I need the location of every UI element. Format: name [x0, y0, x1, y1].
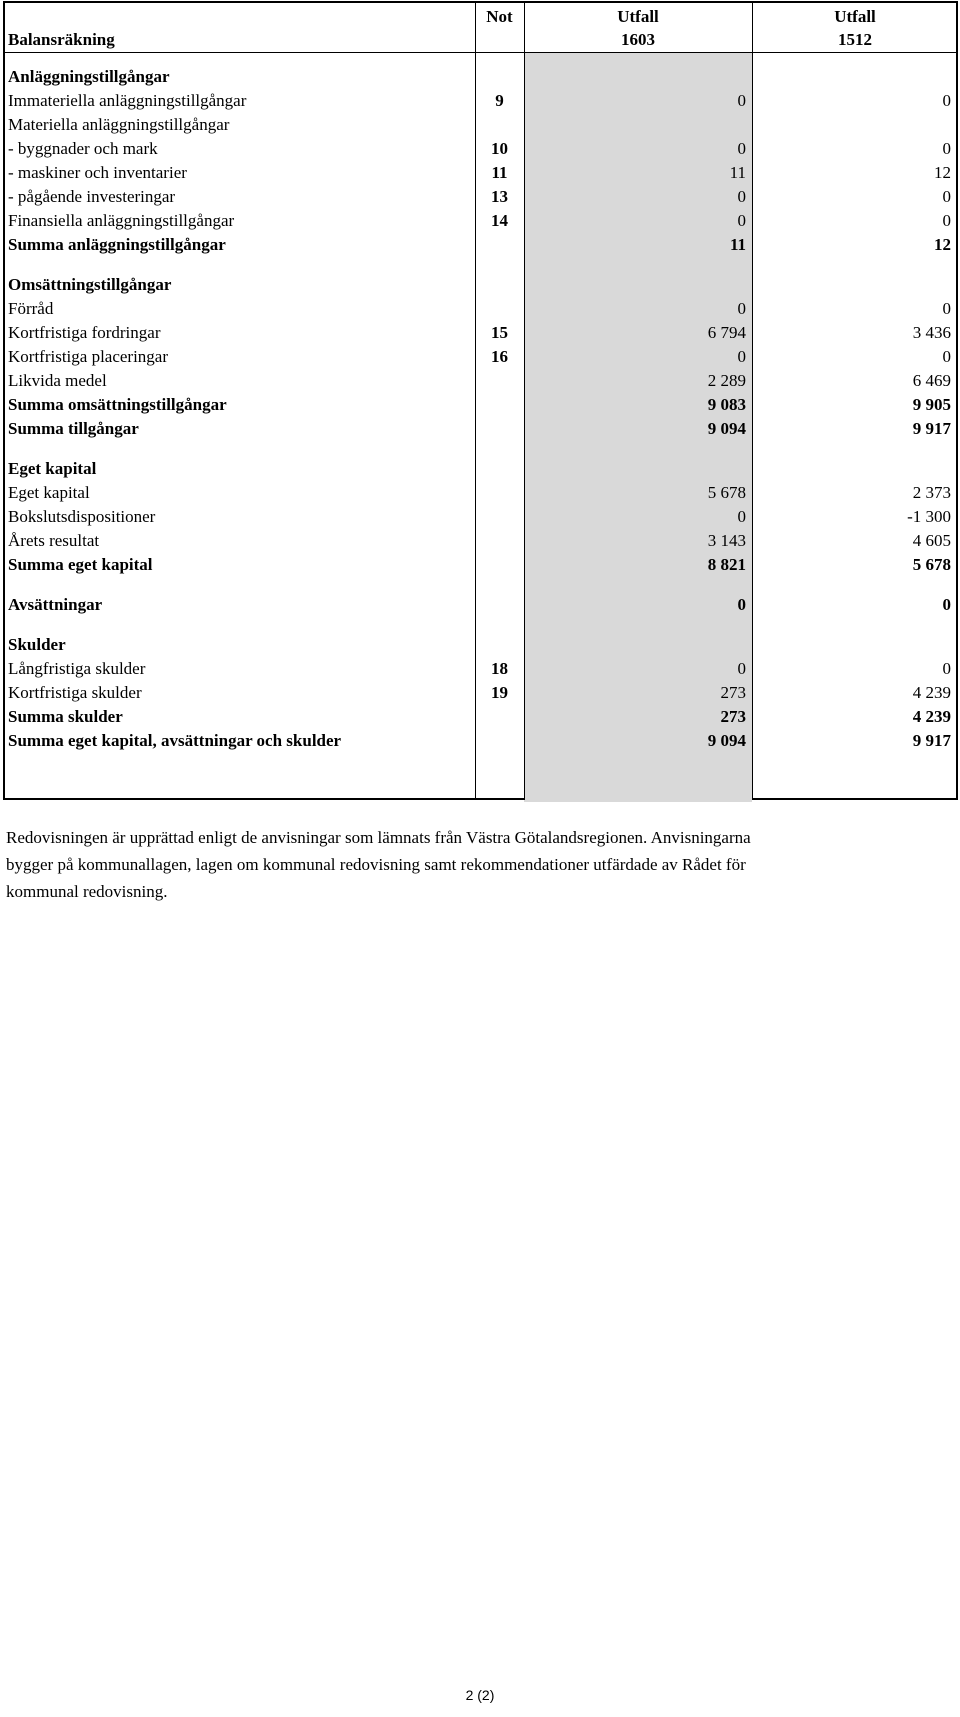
row-value-1512: 12	[934, 163, 951, 182]
row-label: - maskiner och inventarier	[8, 163, 187, 182]
row-value-1512: 0	[942, 139, 951, 158]
row-note: 15	[491, 323, 508, 342]
row-note: 13	[491, 187, 508, 206]
row-label: Summa eget kapital	[8, 555, 153, 574]
row-value-1603: 9 094	[707, 419, 746, 438]
table-row	[5, 233, 956, 257]
table-row	[5, 481, 956, 505]
row-value-1603: 8 821	[707, 555, 746, 574]
row-label: Kortfristiga skulder	[8, 683, 142, 702]
row-value-1512: 4 239	[912, 683, 951, 702]
balance-sheet-table	[3, 1, 958, 800]
row-note: 14	[491, 211, 508, 230]
row-value-1512: 0	[942, 187, 951, 206]
table-row	[5, 729, 956, 753]
table-row	[5, 457, 956, 481]
row-label: - byggnader och mark	[8, 139, 158, 158]
table-title: Balansräkning	[8, 30, 115, 49]
period-1512-label: Utfall	[834, 7, 876, 26]
table-row	[5, 345, 956, 369]
row-value-1603: 0	[737, 659, 746, 678]
row-value-1603: 273	[720, 683, 746, 702]
table-row	[5, 161, 956, 185]
table-row	[5, 657, 956, 681]
row-label: Förråd	[8, 299, 54, 318]
row-note: 16	[491, 347, 508, 366]
row-label: Summa skulder	[8, 707, 123, 726]
table-row	[5, 185, 956, 209]
row-value-1512: 0	[942, 347, 951, 366]
row-label: Likvida medel	[8, 371, 107, 390]
row-value-1512: 0	[942, 659, 951, 678]
row-value-1512: 9 917	[912, 419, 951, 438]
table-row	[5, 505, 956, 529]
row-value-1512: 9 905	[912, 395, 951, 414]
row-value-1603: 5 678	[707, 483, 746, 502]
table-row	[5, 705, 956, 729]
table-row	[5, 417, 956, 441]
table-row	[5, 681, 956, 705]
row-value-1512: 0	[942, 595, 951, 614]
row-label: Eget kapital	[8, 459, 97, 478]
row-value-1603: 3 143	[707, 531, 746, 550]
period-1603-value: 1603	[621, 30, 655, 49]
row-value-1603: 0	[737, 187, 746, 206]
table-row	[5, 89, 956, 113]
row-label: Anläggningstillgångar	[8, 67, 170, 86]
row-label: Kortfristiga fordringar	[8, 323, 161, 342]
row-value-1603: 0	[737, 139, 746, 158]
row-value-1512: 4 605	[912, 531, 951, 550]
row-label: Summa anläggningstillgångar	[8, 235, 226, 254]
row-value-1512: 12	[934, 235, 951, 254]
row-value-1603: 0	[737, 211, 746, 230]
table-row	[5, 633, 956, 657]
row-label: Summa tillgångar	[8, 419, 139, 438]
row-value-1512: 0	[942, 211, 951, 230]
row-note: 10	[491, 139, 508, 158]
table-row	[5, 297, 956, 321]
table-row	[5, 553, 956, 577]
row-label: Finansiella anläggningstillgångar	[8, 211, 235, 230]
footnote-line: bygger på kommunallagen, lagen om kommunal redovisning samt rekommendationer utfärdade av Rådet för	[6, 855, 746, 874]
row-label: Immateriella anläggningstillgångar	[8, 91, 247, 110]
row-value-1603: 0	[737, 595, 746, 614]
row-value-1512: 6 469	[912, 371, 951, 390]
row-label: Kortfristiga placeringar	[8, 347, 169, 366]
table-row	[5, 529, 956, 553]
period-1603-label: Utfall	[617, 7, 659, 26]
row-label: Eget kapital	[8, 483, 90, 502]
row-value-1512: -1 300	[907, 507, 951, 526]
row-label: Årets resultat	[8, 531, 100, 550]
row-value-1512: 4 239	[912, 707, 951, 726]
row-note: 11	[491, 163, 508, 182]
table-row	[5, 137, 956, 161]
table-row	[5, 369, 956, 393]
page-number: 2 (2)	[465, 1687, 495, 1703]
row-value-1512: 9 917	[912, 731, 951, 750]
row-value-1512: 5 678	[912, 555, 951, 574]
row-label: Omsättningstillgångar	[8, 275, 172, 294]
note-column-header: Not	[486, 7, 513, 26]
footnote-line: Redovisningen är upprättad enligt de anvisningar som lämnats från Västra Götalandsregionen. Anvisningarna	[6, 828, 751, 847]
row-value-1603: 273	[720, 707, 746, 726]
row-value-1603: 0	[737, 299, 746, 318]
row-value-1603: 2 289	[707, 371, 746, 390]
row-value-1512: 0	[942, 91, 951, 110]
row-value-1603: 9 094	[707, 731, 746, 750]
row-label: Långfristiga skulder	[8, 659, 146, 678]
row-label: Summa omsättningstillgångar	[8, 395, 227, 414]
row-value-1603: 0	[737, 91, 746, 110]
row-value-1512: 3 436	[912, 323, 951, 342]
row-value-1512: 0	[942, 299, 951, 318]
row-label: Summa eget kapital, avsättningar och skulder	[8, 731, 342, 750]
table-row	[5, 393, 956, 417]
table-row	[5, 273, 956, 297]
row-value-1603: 0	[737, 507, 746, 526]
row-value-1512: 2 373	[912, 483, 951, 502]
row-note: 9	[495, 91, 504, 110]
row-note: 18	[491, 659, 508, 678]
period-1512-value: 1512	[838, 30, 872, 49]
row-value-1603: 0	[737, 347, 746, 366]
footnote	[6, 824, 906, 905]
table-row	[5, 593, 956, 617]
row-label: Materiella anläggningstillgångar	[8, 115, 230, 134]
table-row	[5, 113, 956, 137]
row-value-1603: 9 083	[707, 395, 746, 414]
row-value-1603: 6 794	[707, 323, 746, 342]
footnote-line: kommunal redovisning.	[6, 882, 168, 901]
table-row	[5, 209, 956, 233]
row-label: Avsättningar	[8, 595, 103, 614]
row-note: 19	[491, 683, 508, 702]
row-label: Bokslutsdispositioner	[8, 507, 156, 526]
header-divider	[5, 52, 956, 53]
table-row	[5, 65, 956, 89]
row-label: - pågående investeringar	[8, 187, 176, 206]
row-label: Skulder	[8, 635, 66, 654]
row-value-1603: 11	[729, 235, 746, 254]
table-row	[5, 321, 956, 345]
row-value-1603: 11	[729, 163, 746, 182]
